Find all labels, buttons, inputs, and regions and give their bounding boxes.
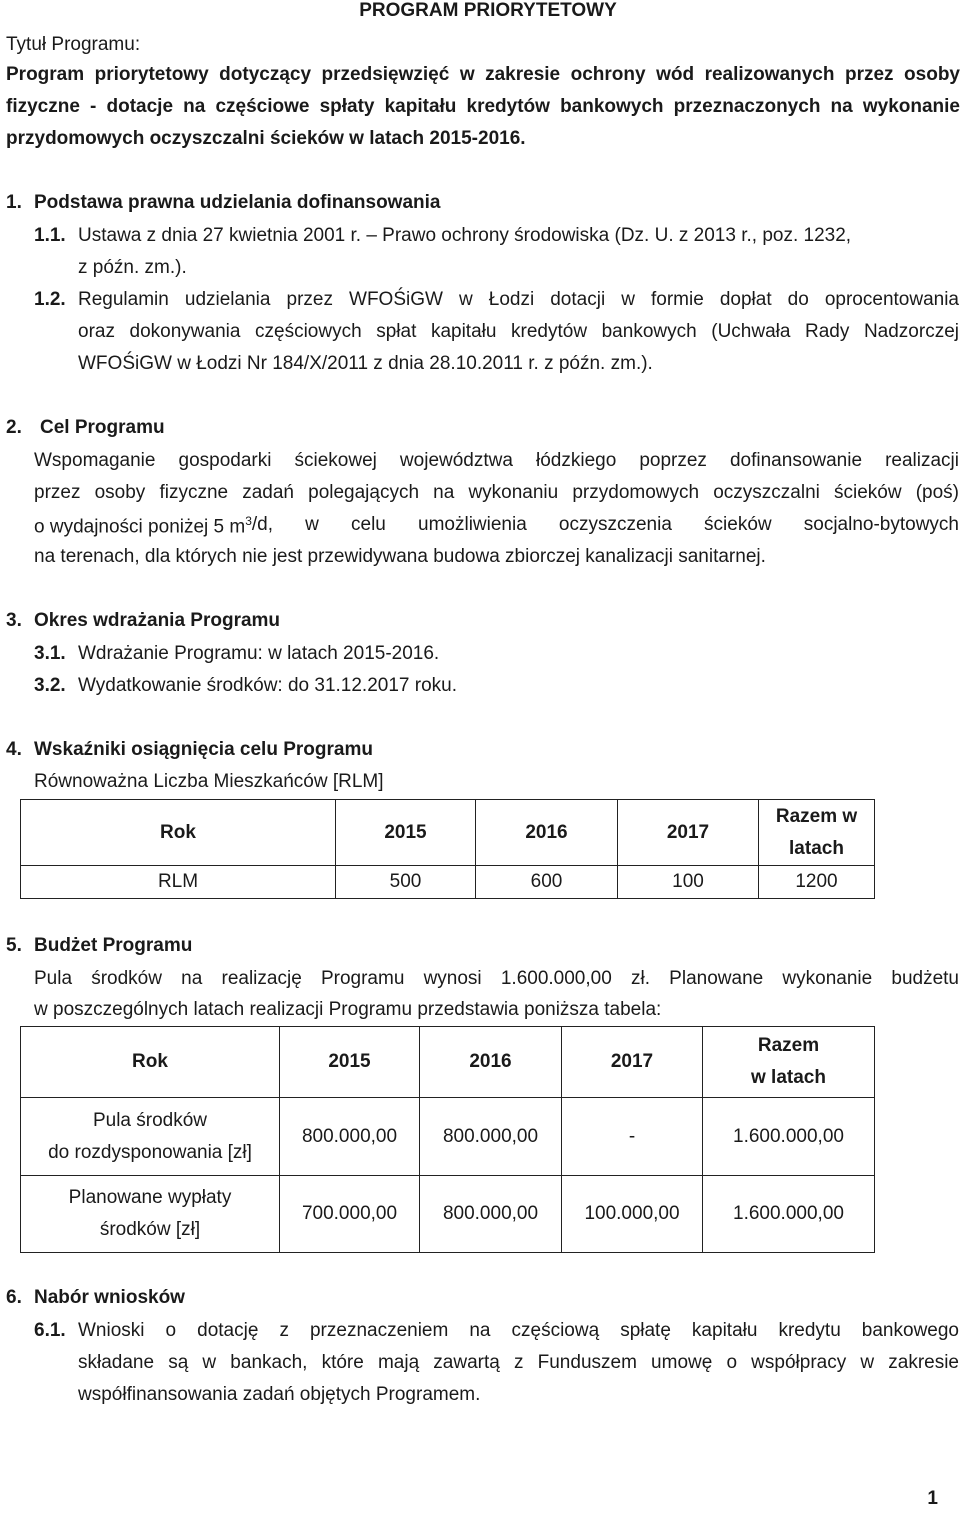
section-2-heading: Cel Programu [40, 417, 165, 438]
rlm-header-razem-line-1: Razem w [775, 805, 858, 827]
section-4-subheading: Równoważna Liczba Mieszkańców [RLM] [34, 771, 384, 792]
section-4-number: 4. [6, 739, 22, 760]
rlm-table-row [21, 866, 875, 899]
item-3-2-number: 3.2. [34, 675, 66, 696]
page-number: 1 [927, 1488, 938, 1509]
item-6-1-line-1: Wnioski o dotację z przeznaczeniem na częściową spłatę kapitału kredytu bankowego [78, 1320, 959, 1341]
rlm-row-total: 1200 [759, 866, 875, 899]
budget-row-pula-label [21, 1098, 280, 1176]
rlm-header-2016: 2016 [476, 800, 618, 866]
item-6-1-line-3: współfinansowania zadań objętych Programem. [78, 1384, 481, 1405]
section-3-heading: Okres wdrażania Programu [34, 610, 281, 631]
rlm-table-header-row [21, 800, 875, 866]
item-6-1-line-2: składane są w bankach, które mają zawartą z Funduszem umowę o współpracy w zakresie [78, 1352, 959, 1373]
section-5-number: 5. [6, 935, 22, 956]
superscript-3: 3 [245, 514, 252, 528]
budget-row-wyplaty-total: 1.600.000,00 [703, 1176, 875, 1253]
program-title-line-1: Program priorytetowy dotyczący przedsięwzięć w zakresie ochrony wód realizowanych przez osoby [6, 64, 960, 85]
item-1-1-number: 1.1. [34, 225, 66, 246]
rlm-table [20, 799, 875, 899]
item-6-1-number: 6.1. [34, 1320, 66, 1341]
section-5-heading: Budżet Programu [34, 935, 193, 956]
budget-row-wyplaty-label-line-1: Planowane wypłaty [68, 1187, 232, 1208]
section-2-line-2: przez osoby fizyczne zadań polegających na wykonaniu przydomowych oczyszczalni ścieków (poś) [34, 482, 959, 503]
section-6-heading: Nabór wniosków [34, 1287, 185, 1308]
budget-header-2015: 2015 [280, 1027, 420, 1098]
item-3-2-text: Wydatkowanie środków: do 31.12.2017 roku. [78, 675, 457, 696]
rlm-header-2017: 2017 [618, 800, 759, 866]
item-1-2-number: 1.2. [34, 289, 66, 310]
item-3-1-text: Wdrażanie Programu: w latach 2015-2016. [78, 643, 440, 664]
rlm-header-razem [759, 800, 875, 866]
item-1-2-line-3: WFOŚiGW w Łodzi Nr 184/X/2011 z dnia 28.10.2011 r. z późn. zm.). [78, 353, 653, 374]
budget-row-wyplaty-2016: 800.000,00 [420, 1176, 562, 1253]
budget-header-2017: 2017 [562, 1027, 703, 1098]
rlm-row-2017: 100 [618, 866, 759, 899]
section-1-heading: Podstawa prawna udzielania dofinansowania [34, 192, 441, 213]
budget-row-pula-2017: - [562, 1098, 703, 1176]
rlm-row-2015: 500 [336, 866, 476, 899]
budget-row-pula-label-line-1: Pula środków [92, 1109, 208, 1131]
budget-row-pula [21, 1098, 875, 1176]
section-2-line-3-start: o wydajności poniżej 5 $m^3$ [34, 514, 252, 538]
program-title-label: Tytuł Programu: [6, 34, 141, 55]
budget-row-pula-2015: 800.000,00 [280, 1098, 420, 1176]
rlm-header-razem-line-2: latach [789, 837, 844, 859]
budget-row-wyplaty [21, 1176, 875, 1253]
section-4-heading: Wskaźniki osiągnięcia celu Programu [34, 739, 373, 760]
rlm-row-2016: 600 [476, 866, 618, 899]
item-1-2-line-1: Regulamin udzielania przez WFOŚiGW w Łodzi dotacji w formie dopłat do oprocentowania [78, 289, 959, 310]
budget-table-header-row [21, 1027, 875, 1098]
budget-header-2016: 2016 [420, 1027, 562, 1098]
budget-header-razem [703, 1027, 875, 1098]
section-2-number: 2. [6, 417, 22, 438]
section-2-line-3-end: /d, w celu umożliwienia oczyszczenia ścieków socjalno-bytowych [251, 514, 959, 535]
section-5-line-2: w poszczególnych latach realizacji Programu przedstawia poniższa tabela: [34, 999, 662, 1020]
section-6-number: 6. [6, 1287, 22, 1308]
rlm-row-label: RLM [21, 866, 336, 899]
budget-header-razem-line-1: Razem [757, 1035, 820, 1056]
item-1-2-line-2: oraz dokonywania częściowych spłat kapitału kredytów bankowych (Uchwała Rady Nadzorczej [78, 321, 959, 342]
budget-row-wyplaty-label [21, 1176, 280, 1253]
budget-header-rok: Rok [21, 1027, 280, 1098]
rlm-header-2015: 2015 [336, 800, 476, 866]
budget-row-wyplaty-2015: 700.000,00 [280, 1176, 420, 1253]
section-5-line-1: Pula środków na realizację Programu wynosi 1.600.000,00 zł. Planowane wykonanie budżetu [34, 968, 959, 989]
budget-header-razem-line-2: w latach [751, 1067, 826, 1088]
program-title-line-2: fizyczne - dotacje na częściowe spłaty kapitału kredytów bankowych przeznaczonych na wykonanie [6, 96, 960, 117]
rlm-header-rok: Rok [21, 800, 336, 866]
document-title: PROGRAM PRIORYTETOWY [359, 0, 617, 21]
section-2-line-1: Wspomaganie gospodarki ściekowej województwa łódzkiego poprzez dofinansowanie realizacji [34, 450, 959, 471]
section-2-line-4: na terenach, dla których nie jest przewidywana budowa zbiorczej kanalizacji sanitarnej. [34, 546, 766, 567]
budget-row-wyplaty-2017: 100.000,00 [562, 1176, 703, 1253]
budget-table [20, 1026, 875, 1253]
item-1-1-line-2: z późn. zm.). [78, 257, 187, 278]
budget-row-pula-total: 1.600.000,00 [703, 1098, 875, 1176]
item-3-1-number: 3.1. [34, 643, 66, 664]
program-title-line-3: przydomowych oczyszczalni ścieków w latach 2015-2016. [6, 128, 526, 149]
section-1-number: 1. [6, 192, 22, 213]
budget-row-pula-2016: 800.000,00 [420, 1098, 562, 1176]
item-1-1-line-1: Ustawa z dnia 27 kwietnia 2001 r. – Prawo ochrony środowiska (Dz. U. z 2013 r., poz. 1232, [78, 225, 852, 246]
section-2-line-3 [34, 514, 959, 539]
budget-row-wyplaty-label-line-2: środków [zł] [99, 1219, 201, 1240]
section-3-number: 3. [6, 610, 22, 631]
budget-row-pula-label-line-2: do rozdysponowania [zł] [48, 1141, 252, 1163]
